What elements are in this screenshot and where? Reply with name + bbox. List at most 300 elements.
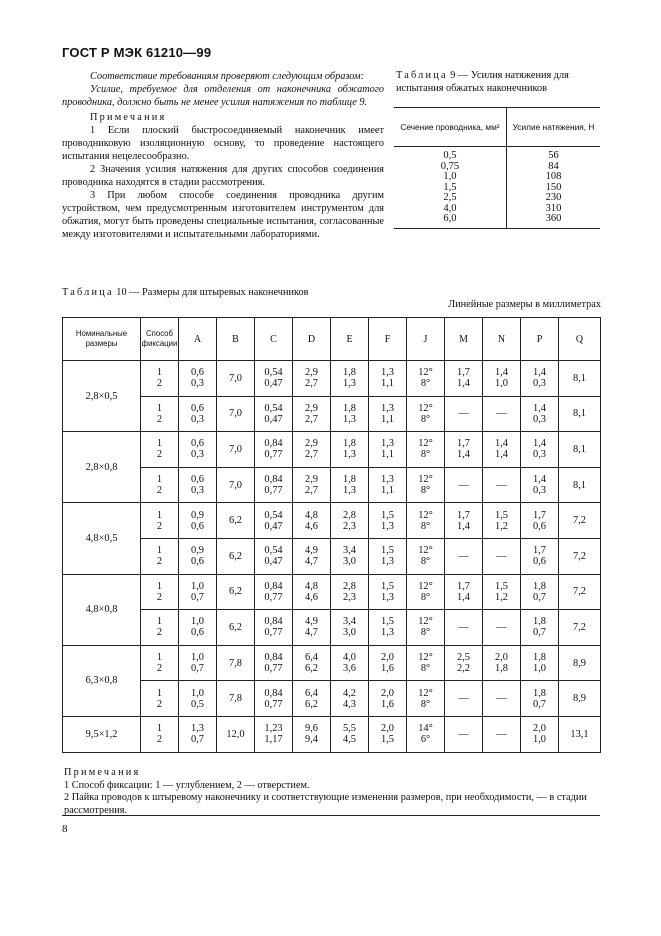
table9-cell-force: 84 bbox=[506, 162, 600, 173]
table10-cell-q: 8,9 bbox=[559, 681, 601, 717]
table10-cell-j: 12° bbox=[407, 574, 445, 592]
table10-cell-j: 12° bbox=[407, 538, 445, 556]
table10-cell-fixation: 1 bbox=[141, 432, 179, 450]
table10-cell-f: 1,3 bbox=[369, 396, 407, 414]
table10-cell-a: 0,5 bbox=[179, 699, 217, 717]
table10-head-m: M bbox=[445, 318, 483, 361]
table10-row bbox=[63, 699, 601, 717]
table10-row bbox=[63, 538, 601, 556]
table10-cell-p: 0,3 bbox=[521, 414, 559, 432]
table9-title: — Усилия натяжения для испытания обжатых наконечников bbox=[396, 70, 569, 94]
table10-row bbox=[63, 574, 601, 592]
table10-cell-n: 1,2 bbox=[483, 521, 521, 539]
table10-cell-n: — bbox=[483, 538, 521, 574]
table10-cell-e: 1,3 bbox=[331, 378, 369, 396]
table10-cell-d: 2,9 bbox=[293, 396, 331, 414]
table10-cell-c: 0,47 bbox=[255, 556, 293, 574]
table10-row bbox=[63, 663, 601, 681]
table9-col-section: Сечение проводника, мм² bbox=[394, 108, 506, 147]
table10-cell-p: 1,8 bbox=[521, 645, 559, 663]
table10-row bbox=[63, 521, 601, 539]
table9-row bbox=[394, 147, 600, 162]
table10-nominal-size: 4,8×0,5 bbox=[63, 503, 141, 574]
table10-cell-e: 3,6 bbox=[331, 663, 369, 681]
table10-cell-a: 0,6 bbox=[179, 556, 217, 574]
table10-cell-a: 0,9 bbox=[179, 538, 217, 556]
table10-cell-n: — bbox=[483, 610, 521, 646]
table10-cell-f: 1,1 bbox=[369, 378, 407, 396]
table10-cell-m: 2,5 bbox=[445, 645, 483, 663]
table10-cell-d: 2,7 bbox=[293, 414, 331, 432]
table10-cell-d: 4,6 bbox=[293, 521, 331, 539]
paragraph-force: Усилие, требуемое для отделения от наконечника обжатого проводника, должно быть не менее усилия натяжения по таблице 9. bbox=[62, 84, 384, 108]
table10-cell-m: — bbox=[445, 396, 483, 432]
table10-cell-fixation: 2 bbox=[141, 378, 179, 396]
table10-cell-m: — bbox=[445, 681, 483, 717]
table10-head-b: B bbox=[217, 318, 255, 361]
table10-title: — Размеры для штыревых наконечников bbox=[129, 287, 309, 298]
table10-cell-d: 2,9 bbox=[293, 432, 331, 450]
table10-cell-c: 0,47 bbox=[255, 414, 293, 432]
table10-cell-f: 1,3 bbox=[369, 556, 407, 574]
table10-cell-c: 0,84 bbox=[255, 681, 293, 699]
table10-cell-e: 1,8 bbox=[331, 361, 369, 379]
table10-cell-e: 4,5 bbox=[331, 734, 369, 752]
table10-cell-m: 1,4 bbox=[445, 521, 483, 539]
table9-cell-section: 0,75 bbox=[440, 160, 460, 172]
table10-cell-c: 0,77 bbox=[255, 627, 293, 645]
table10-cell-a: 1,0 bbox=[179, 574, 217, 592]
table10-cell-fixation: 2 bbox=[141, 414, 179, 432]
table10-cell-j: 12° bbox=[407, 610, 445, 628]
table10-row bbox=[63, 556, 601, 574]
table10-cell-fixation: 2 bbox=[141, 521, 179, 539]
table10-cell-p: 1,4 bbox=[521, 432, 559, 450]
table10-cell-m: 1,7 bbox=[445, 432, 483, 450]
table10-cell-a: 0,3 bbox=[179, 485, 217, 503]
table10-cell-q: 8,1 bbox=[559, 396, 601, 432]
table10-row bbox=[63, 681, 601, 699]
table10-cell-b: 7,0 bbox=[217, 467, 255, 503]
table10-row bbox=[63, 503, 601, 521]
table10-row bbox=[63, 716, 601, 734]
table10-cell-fixation: 2 bbox=[141, 592, 179, 610]
table9-cell-section: 4,0 bbox=[443, 202, 457, 214]
table10-cell-fixation: 1 bbox=[141, 716, 179, 734]
table10-cell-c: 0,84 bbox=[255, 467, 293, 485]
table10-cell-j: 8° bbox=[407, 521, 445, 539]
table10-cell-p: 1,8 bbox=[521, 610, 559, 628]
table10-cell-e: 4,3 bbox=[331, 699, 369, 717]
table10-caption bbox=[62, 287, 308, 298]
table10-head-e: E bbox=[331, 318, 369, 361]
table10-cell-a: 0,6 bbox=[179, 396, 217, 414]
table10-cell-f: 2,0 bbox=[369, 645, 407, 663]
table10-cell-b: 7,0 bbox=[217, 361, 255, 397]
table10-cell-c: 0,84 bbox=[255, 610, 293, 628]
table10-cell-a: 1,0 bbox=[179, 645, 217, 663]
table10-row bbox=[63, 361, 601, 379]
table10-cell-fixation: 2 bbox=[141, 734, 179, 752]
table10-cell-d: 9,4 bbox=[293, 734, 331, 752]
table10-cell-c: 0,54 bbox=[255, 361, 293, 379]
page-number: 8 bbox=[62, 823, 68, 835]
table10 bbox=[62, 317, 601, 753]
note-2: 2 Значения усилия натяжения для других способов соединения проводника находятся в стадии рассмотрения. bbox=[62, 164, 384, 188]
table10-cell-d: 2,9 bbox=[293, 361, 331, 379]
table10-cell-e: 3,4 bbox=[331, 538, 369, 556]
table10-row bbox=[63, 592, 601, 610]
table10-nominal-size: 9,5×1,2 bbox=[63, 716, 141, 752]
table10-cell-n: 1,8 bbox=[483, 663, 521, 681]
table10-cell-q: 7,2 bbox=[559, 538, 601, 574]
table10-cell-m: — bbox=[445, 610, 483, 646]
table10-head-c: C bbox=[255, 318, 293, 361]
table10-cell-fixation: 2 bbox=[141, 485, 179, 503]
table10-cell-f: 2,0 bbox=[369, 681, 407, 699]
table10-row bbox=[63, 432, 601, 450]
table10-cell-b: 6,2 bbox=[217, 610, 255, 646]
table10-cell-b: 7,0 bbox=[217, 396, 255, 432]
table9-cell-force: 56 bbox=[506, 147, 600, 162]
table10-cell-f: 1,5 bbox=[369, 538, 407, 556]
table9-cell-section: 2,5 bbox=[443, 192, 457, 203]
table10-cell-c: 0,54 bbox=[255, 538, 293, 556]
table10-cell-j: 8° bbox=[407, 592, 445, 610]
table10-cell-j: 12° bbox=[407, 503, 445, 521]
table10-cell-m: 1,7 bbox=[445, 574, 483, 592]
table9-row bbox=[394, 183, 600, 194]
table10-cell-c: 0,54 bbox=[255, 503, 293, 521]
table10-cell-f: 1,5 bbox=[369, 734, 407, 752]
table10-cell-d: 4,7 bbox=[293, 627, 331, 645]
table10-note-1: 1 Способ фиксации: 1 — углублением, 2 — отверстием. bbox=[64, 779, 310, 791]
table10-cell-j: 12° bbox=[407, 361, 445, 379]
table10-cell-d: 4,9 bbox=[293, 538, 331, 556]
table10-cell-m: 1,4 bbox=[445, 592, 483, 610]
table9-cell-force: 108 bbox=[506, 172, 600, 183]
table10-cell-j: 8° bbox=[407, 663, 445, 681]
table10-cell-p: 1,8 bbox=[521, 574, 559, 592]
table10-cell-p: 1,4 bbox=[521, 361, 559, 379]
table10-cell-d: 6,4 bbox=[293, 645, 331, 663]
table10-cell-b: 6,2 bbox=[217, 538, 255, 574]
table10-cell-e: 1,8 bbox=[331, 432, 369, 450]
table10-cell-fixation: 2 bbox=[141, 556, 179, 574]
table10-head-d: D bbox=[293, 318, 331, 361]
table10-cell-d: 4,9 bbox=[293, 610, 331, 628]
table10-cell-q: 8,1 bbox=[559, 361, 601, 397]
table10-cell-fixation: 1 bbox=[141, 538, 179, 556]
table10-cell-q: 7,2 bbox=[559, 574, 601, 610]
table10-cell-n: 1,4 bbox=[483, 449, 521, 467]
table10-cell-c: 0,84 bbox=[255, 432, 293, 450]
table10-cell-p: 0,3 bbox=[521, 378, 559, 396]
table10-cell-fixation: 2 bbox=[141, 699, 179, 717]
table10-number: 10 bbox=[116, 287, 127, 298]
table10-cell-fixation: 1 bbox=[141, 503, 179, 521]
table10-cell-d: 6,2 bbox=[293, 699, 331, 717]
table10-cell-p: 1,7 bbox=[521, 503, 559, 521]
table10-cell-d: 9,6 bbox=[293, 716, 331, 734]
table10-cell-n: 1,5 bbox=[483, 503, 521, 521]
table10-cell-e: 4,2 bbox=[331, 681, 369, 699]
table10-cell-m: 1,7 bbox=[445, 361, 483, 379]
table10-notes bbox=[64, 767, 598, 817]
table10-cell-a: 0,7 bbox=[179, 592, 217, 610]
table10-cell-j: 8° bbox=[407, 699, 445, 717]
table10-cell-j: 14° bbox=[407, 716, 445, 734]
table10-nominal-size: 2,8×0,5 bbox=[63, 361, 141, 432]
table10-cell-p: 1,0 bbox=[521, 734, 559, 752]
table10-cell-d: 6,2 bbox=[293, 663, 331, 681]
table10-cell-e: 1,8 bbox=[331, 467, 369, 485]
table10-cell-m: — bbox=[445, 467, 483, 503]
table10-cell-n: 1,2 bbox=[483, 592, 521, 610]
table10-cell-b: 7,8 bbox=[217, 645, 255, 681]
table10-cell-e: 2,3 bbox=[331, 592, 369, 610]
table10-cell-p: 2,0 bbox=[521, 716, 559, 734]
note-1: 1 Если плоский быстросоединяемый наконечник имеет проводниковую изоляционную основу, то проведение настоящего испытания нецелесообразно. bbox=[62, 125, 384, 162]
table10-cell-c: 0,77 bbox=[255, 449, 293, 467]
table10-row bbox=[63, 645, 601, 663]
table10-cell-p: 0,7 bbox=[521, 699, 559, 717]
table10-row bbox=[63, 396, 601, 414]
table10-cell-a: 0,6 bbox=[179, 521, 217, 539]
table10-cell-n: 1,0 bbox=[483, 378, 521, 396]
table10-cell-p: 0,7 bbox=[521, 592, 559, 610]
table10-cell-f: 1,6 bbox=[369, 699, 407, 717]
table10-cell-n: 2,0 bbox=[483, 645, 521, 663]
table10-cell-p: 1,8 bbox=[521, 681, 559, 699]
table10-row bbox=[63, 449, 601, 467]
document-header: ГОСТ Р МЭК 61210—99 bbox=[62, 45, 212, 60]
table10-cell-c: 0,47 bbox=[255, 521, 293, 539]
table9-cell-force: 360 bbox=[506, 214, 600, 228]
table10-cell-p: 1,0 bbox=[521, 663, 559, 681]
table10-cell-e: 4,0 bbox=[331, 645, 369, 663]
table10-nominal-size: 2,8×0,8 bbox=[63, 432, 141, 503]
table9-row bbox=[394, 204, 600, 215]
table10-head-f: F bbox=[369, 318, 407, 361]
table10-head-nominal: Номинальные размеры bbox=[63, 318, 141, 361]
table10-cell-n: 1,4 bbox=[483, 361, 521, 379]
table9-cell-section: 0,5 bbox=[443, 150, 457, 161]
table10-cell-b: 12,0 bbox=[217, 716, 255, 752]
table10-cell-e: 2,3 bbox=[331, 521, 369, 539]
table10-cell-a: 0,3 bbox=[179, 414, 217, 432]
table10-cell-b: 7,0 bbox=[217, 432, 255, 468]
table10-row bbox=[63, 627, 601, 645]
table10-cell-b: 6,2 bbox=[217, 503, 255, 539]
table10-cell-a: 0,3 bbox=[179, 449, 217, 467]
table9-row bbox=[394, 162, 600, 173]
table9-row bbox=[394, 172, 600, 183]
table9-cell-force: 230 bbox=[506, 193, 600, 204]
table10-cell-n: 1,5 bbox=[483, 574, 521, 592]
table10-cell-c: 0,84 bbox=[255, 574, 293, 592]
table10-cell-d: 2,7 bbox=[293, 485, 331, 503]
table10-cell-fixation: 1 bbox=[141, 610, 179, 628]
table10-head-a: A bbox=[179, 318, 217, 361]
table9-label: Таблица bbox=[396, 70, 448, 81]
table10-cell-j: 8° bbox=[407, 556, 445, 574]
table10-cell-d: 2,7 bbox=[293, 378, 331, 396]
notes-title: Примечания bbox=[90, 112, 167, 123]
table10-head-q: Q bbox=[559, 318, 601, 361]
table10-head-fixation: Способ фиксации bbox=[141, 318, 179, 361]
table10-row bbox=[63, 378, 601, 396]
table10-cell-j: 8° bbox=[407, 414, 445, 432]
table10-cell-c: 0,47 bbox=[255, 378, 293, 396]
table10-head-p: P bbox=[521, 318, 559, 361]
table10-cell-j: 12° bbox=[407, 681, 445, 699]
table10-row bbox=[63, 734, 601, 752]
table10-cell-j: 8° bbox=[407, 378, 445, 396]
table10-cell-j: 12° bbox=[407, 432, 445, 450]
table10-cell-e: 2,8 bbox=[331, 503, 369, 521]
table10-notes-title: Примечания bbox=[64, 767, 141, 778]
table10-cell-d: 4,8 bbox=[293, 574, 331, 592]
table10-cell-n: 1,4 bbox=[483, 432, 521, 450]
table10-cell-j: 6° bbox=[407, 734, 445, 752]
table10-cell-d: 2,9 bbox=[293, 467, 331, 485]
table10-cell-q: 7,2 bbox=[559, 503, 601, 539]
table10-row bbox=[63, 414, 601, 432]
table9-cell-section: 1,0 bbox=[443, 171, 457, 182]
table10-cell-p: 0,6 bbox=[521, 521, 559, 539]
table10-label: Таблица bbox=[62, 287, 114, 298]
table10-cell-c: 1,23 bbox=[255, 716, 293, 734]
table10-cell-d: 4,7 bbox=[293, 556, 331, 574]
table10-cell-f: 1,6 bbox=[369, 663, 407, 681]
table10-cell-e: 2,8 bbox=[331, 574, 369, 592]
table10-cell-q: 13,1 bbox=[559, 716, 601, 752]
table10-cell-e: 1,3 bbox=[331, 414, 369, 432]
table10-cell-fixation: 1 bbox=[141, 467, 179, 485]
table10-cell-e: 3,0 bbox=[331, 556, 369, 574]
table10-cell-a: 1,0 bbox=[179, 610, 217, 628]
table10-cell-f: 1,5 bbox=[369, 574, 407, 592]
table10-cell-f: 1,3 bbox=[369, 432, 407, 450]
table10-cell-f: 1,1 bbox=[369, 485, 407, 503]
table10-cell-f: 1,1 bbox=[369, 414, 407, 432]
table10-cell-a: 0,9 bbox=[179, 503, 217, 521]
table10-cell-a: 0,3 bbox=[179, 378, 217, 396]
table10-cell-n: — bbox=[483, 716, 521, 752]
table10-cell-b: 6,2 bbox=[217, 574, 255, 610]
table9-cell-section: 6,0 bbox=[394, 214, 506, 228]
table10-cell-c: 0,77 bbox=[255, 592, 293, 610]
table10-cell-c: 1,17 bbox=[255, 734, 293, 752]
table10-cell-e: 5,5 bbox=[331, 716, 369, 734]
table10-cell-fixation: 1 bbox=[141, 574, 179, 592]
table10-cell-m: 1,4 bbox=[445, 449, 483, 467]
table9-cell-force: 150 bbox=[506, 183, 600, 194]
notes-bottom-rule bbox=[62, 815, 600, 816]
table10-cell-a: 0,6 bbox=[179, 432, 217, 450]
table10-cell-b: 7,8 bbox=[217, 681, 255, 717]
table10-cell-f: 1,3 bbox=[369, 521, 407, 539]
table10-cell-fixation: 2 bbox=[141, 449, 179, 467]
table10-cell-e: 1,3 bbox=[331, 485, 369, 503]
table9-number: 9 bbox=[450, 70, 456, 81]
table10-cell-p: 0,6 bbox=[521, 556, 559, 574]
table10-cell-d: 4,6 bbox=[293, 592, 331, 610]
table10-cell-e: 1,3 bbox=[331, 449, 369, 467]
table10-row bbox=[63, 610, 601, 628]
table10-cell-a: 0,7 bbox=[179, 663, 217, 681]
note-3: 3 При любом способе соединения проводника другим устройством, чем предусмотренным изготовителем инструментом для обжатия, могут быть проведены специальные испытания, согласованные между изготовителями и испытательными лабораториями. bbox=[62, 190, 384, 240]
table10-cell-j: 8° bbox=[407, 627, 445, 645]
table10-cell-f: 1,1 bbox=[369, 449, 407, 467]
table10-cell-d: 2,7 bbox=[293, 449, 331, 467]
table10-cell-c: 0,54 bbox=[255, 396, 293, 414]
table10-cell-j: 12° bbox=[407, 645, 445, 663]
table9-col-force: Усилие натяжения, Н bbox=[506, 108, 600, 147]
table10-cell-d: 6,4 bbox=[293, 681, 331, 699]
table10-cell-p: 1,4 bbox=[521, 396, 559, 414]
table10-cell-c: 0,77 bbox=[255, 663, 293, 681]
table9-row bbox=[394, 193, 600, 204]
table10-cell-f: 1,3 bbox=[369, 627, 407, 645]
table10-nominal-size: 6,3×0,8 bbox=[63, 645, 141, 716]
table10-cell-q: 7,2 bbox=[559, 610, 601, 646]
table10-cell-p: 0,3 bbox=[521, 449, 559, 467]
table10-cell-c: 0,77 bbox=[255, 485, 293, 503]
table10-note-2: 2 Пайка проводов к штыревому наконечнику и соответствующие изменения размеров, при необходимости, — в стадии рассмотрения. bbox=[64, 792, 587, 816]
table10-cell-n: — bbox=[483, 681, 521, 717]
table10-row bbox=[63, 485, 601, 503]
table10-cell-m: 1,7 bbox=[445, 503, 483, 521]
table10-cell-j: 8° bbox=[407, 449, 445, 467]
table10-cell-n: — bbox=[483, 467, 521, 503]
table10-cell-f: 2,0 bbox=[369, 716, 407, 734]
table10-cell-j: 8° bbox=[407, 485, 445, 503]
table10-cell-q: 8,1 bbox=[559, 432, 601, 468]
table10-cell-e: 3,0 bbox=[331, 627, 369, 645]
table10-cell-n: — bbox=[483, 396, 521, 432]
table9-caption bbox=[396, 70, 606, 95]
left-column-text bbox=[62, 70, 384, 241]
table10-cell-f: 1,3 bbox=[369, 361, 407, 379]
table10-cell-a: 1,0 bbox=[179, 681, 217, 699]
table10-cell-a: 0,6 bbox=[179, 627, 217, 645]
paragraph-check: Соответствие требованиям проверяют следующим образом: bbox=[90, 71, 365, 82]
table10-cell-a: 0,7 bbox=[179, 734, 217, 752]
table10-row bbox=[63, 467, 601, 485]
table10-cell-f: 1,3 bbox=[369, 592, 407, 610]
table10-cell-c: 0,77 bbox=[255, 699, 293, 717]
table10-cell-p: 1,4 bbox=[521, 467, 559, 485]
table10-cell-f: 1,5 bbox=[369, 503, 407, 521]
table10-cell-f: 1,5 bbox=[369, 610, 407, 628]
table10-cell-a: 0,6 bbox=[179, 467, 217, 485]
table10-cell-p: 1,7 bbox=[521, 538, 559, 556]
table10-cell-j: 12° bbox=[407, 396, 445, 414]
table10-cell-d: 4,8 bbox=[293, 503, 331, 521]
table10-cell-q: 8,1 bbox=[559, 467, 601, 503]
table10-cell-f: 1,3 bbox=[369, 467, 407, 485]
table10-cell-m: — bbox=[445, 716, 483, 752]
table10-head-n: N bbox=[483, 318, 521, 361]
table10-cell-p: 0,7 bbox=[521, 627, 559, 645]
table10-cell-fixation: 1 bbox=[141, 645, 179, 663]
table9 bbox=[394, 107, 600, 229]
table10-cell-e: 1,8 bbox=[331, 396, 369, 414]
table10-cell-fixation: 2 bbox=[141, 663, 179, 681]
table10-cell-fixation: 2 bbox=[141, 627, 179, 645]
